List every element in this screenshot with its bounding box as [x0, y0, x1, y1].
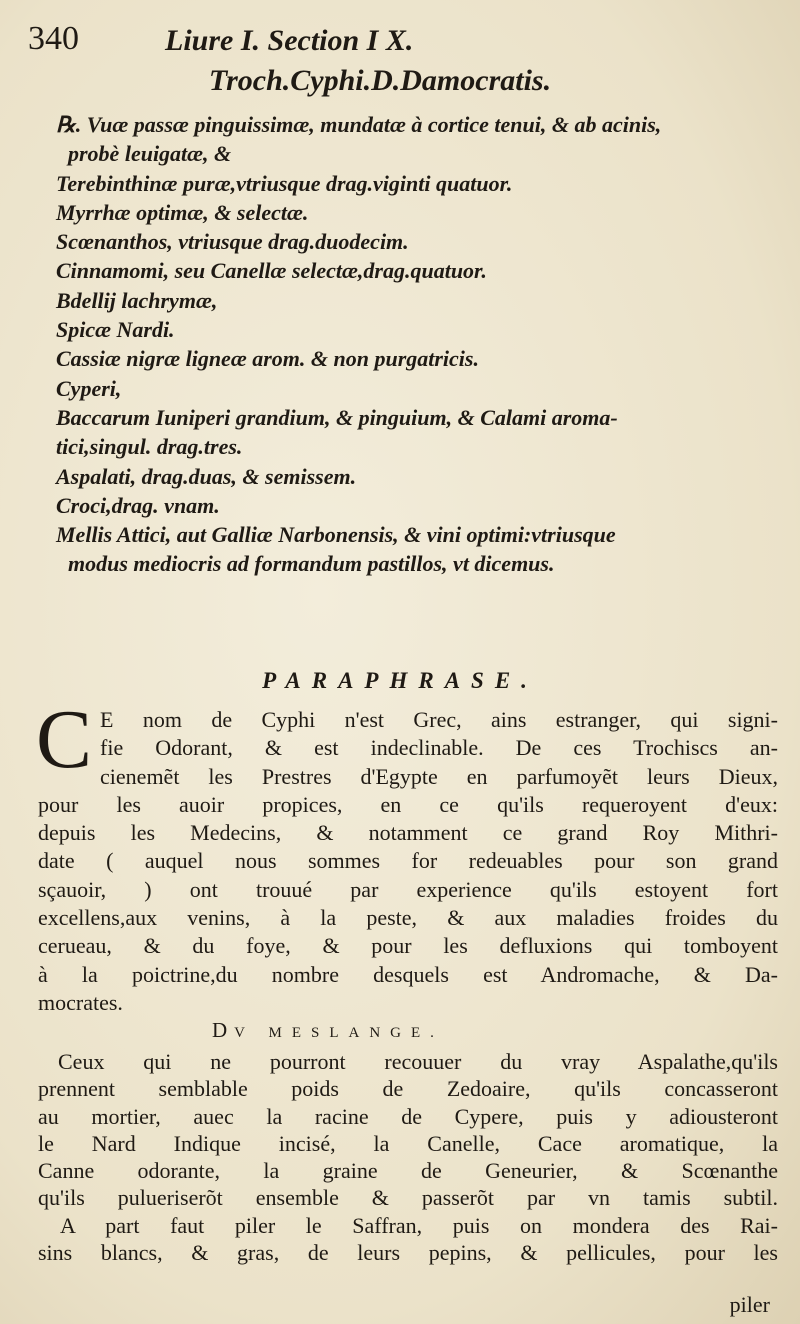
- melange-heading: [212, 1018, 444, 1043]
- text-line: sins blancs, & gras, de leurs pepins, & pellicules, pour les: [38, 1240, 778, 1266]
- latin-recipe: [56, 110, 786, 579]
- text-line: le Nard Indique incisé, la Canelle, Cace aromatique, la: [38, 1130, 778, 1156]
- text-line: fie Odorant, & est indeclinable. De ces Trochiscs an-: [100, 735, 778, 761]
- text-line: depuis les Medecins, & notamment ce grand Roy Mithri-: [38, 820, 778, 846]
- latin-line: ℞. Vuæ passæ pinguissimæ, mundatæ à cortice tenui, & ab acinis,: [56, 112, 662, 137]
- latin-line: Terebinthinæ puræ,vtriusque drag.viginti quatuor.: [56, 170, 513, 196]
- text-line: prennent semblable poids de Zedoaire, qu'ils concasseront: [38, 1076, 778, 1102]
- latin-line: Cyperi,: [56, 375, 122, 401]
- melange-heading-initial: D: [212, 1018, 235, 1042]
- page-number: 340: [28, 20, 79, 57]
- latin-line: Croci,drag. vnam.: [56, 492, 220, 518]
- paraphrase-heading: PARAPHRASE.: [262, 668, 538, 693]
- text-line: E nom de Cyphi n'est Grec, ains estranger, qui signi-: [100, 707, 778, 732]
- text-line: au mortier, auec la racine de Cypere, puis y adiousteront: [38, 1103, 778, 1129]
- running-head: Liure I. Section I X.: [165, 24, 414, 57]
- text-line: excellens,aux venins, à la peste, & aux maladies froides du: [38, 905, 778, 931]
- latin-line: Baccarum Iuniperi grandium, & pinguium, & Calami aroma-: [56, 404, 618, 430]
- drop-cap: C: [36, 693, 93, 786]
- latin-line: Myrrhæ optimæ, & selectæ.: [56, 199, 309, 225]
- latin-line: Bdellij lachrymæ,: [56, 287, 218, 313]
- latin-line: Spicæ Nardi.: [56, 317, 175, 343]
- text-line: Canne odorante, la graine de Geneurier, & Scœnanthe: [38, 1158, 778, 1184]
- latin-line: modus mediocris ad formandum pastillos, vt dicemus.: [68, 551, 555, 577]
- text-line: cerueau, & du foye, & pour les defluxions qui tomboyent: [38, 933, 778, 959]
- text-line: pour les auoir propices, en ce qu'ils requeroyent d'eux:: [38, 791, 778, 817]
- paraphrase-text: [36, 693, 778, 1017]
- melange-heading-rest: V MESLANGE.: [234, 1025, 444, 1041]
- text-line: A part faut piler le Saffran, puis on mondera des Rai-: [60, 1212, 778, 1238]
- latin-line: Aspalati, drag.duas, & semissem.: [56, 463, 357, 489]
- latin-line: Cassiæ nigræ ligneæ arom. & non purgatricis.: [56, 346, 479, 372]
- latin-line: probè leuigatæ, &: [68, 141, 232, 167]
- text-line: cienemẽt les Prestres d'Egypte en parfumoyẽt leurs Dieux,: [100, 763, 778, 789]
- text-line: à la poictrine,du nombre desquels est Andromache, & Da-: [38, 961, 778, 987]
- text-line: mocrates.: [38, 989, 123, 1015]
- latin-line: Mellis Attici, aut Galliæ Narbonensis, & vini optimi:vtriusque: [56, 522, 616, 548]
- text-line: qu'ils pulueriserõt ensemble & passerõt par vn tamis subtil.: [38, 1185, 778, 1211]
- text-line: date ( auquel nous sommes for redeuables pour son grand: [38, 848, 778, 874]
- text-line: sçauoir, ) ont trouué par experience qu'ils estoyent fort: [38, 876, 778, 902]
- catchword: piler: [729, 1292, 770, 1317]
- page-header: [28, 8, 780, 58]
- text-line: Ceux qui ne pourront recouuer du vray Aspalathe,qu'ils: [58, 1049, 778, 1074]
- melange-text: [38, 1048, 778, 1266]
- latin-line: Scœnanthos, vtriusque drag.duodecim.: [56, 229, 409, 255]
- latin-line: tici,singul. drag.tres.: [56, 434, 243, 460]
- recipe-title: Troch.Cyphi.D.Damocratis.: [208, 64, 552, 97]
- latin-line: Cinnamomi, seu Canellæ selectæ,drag.quatuor.: [56, 258, 487, 284]
